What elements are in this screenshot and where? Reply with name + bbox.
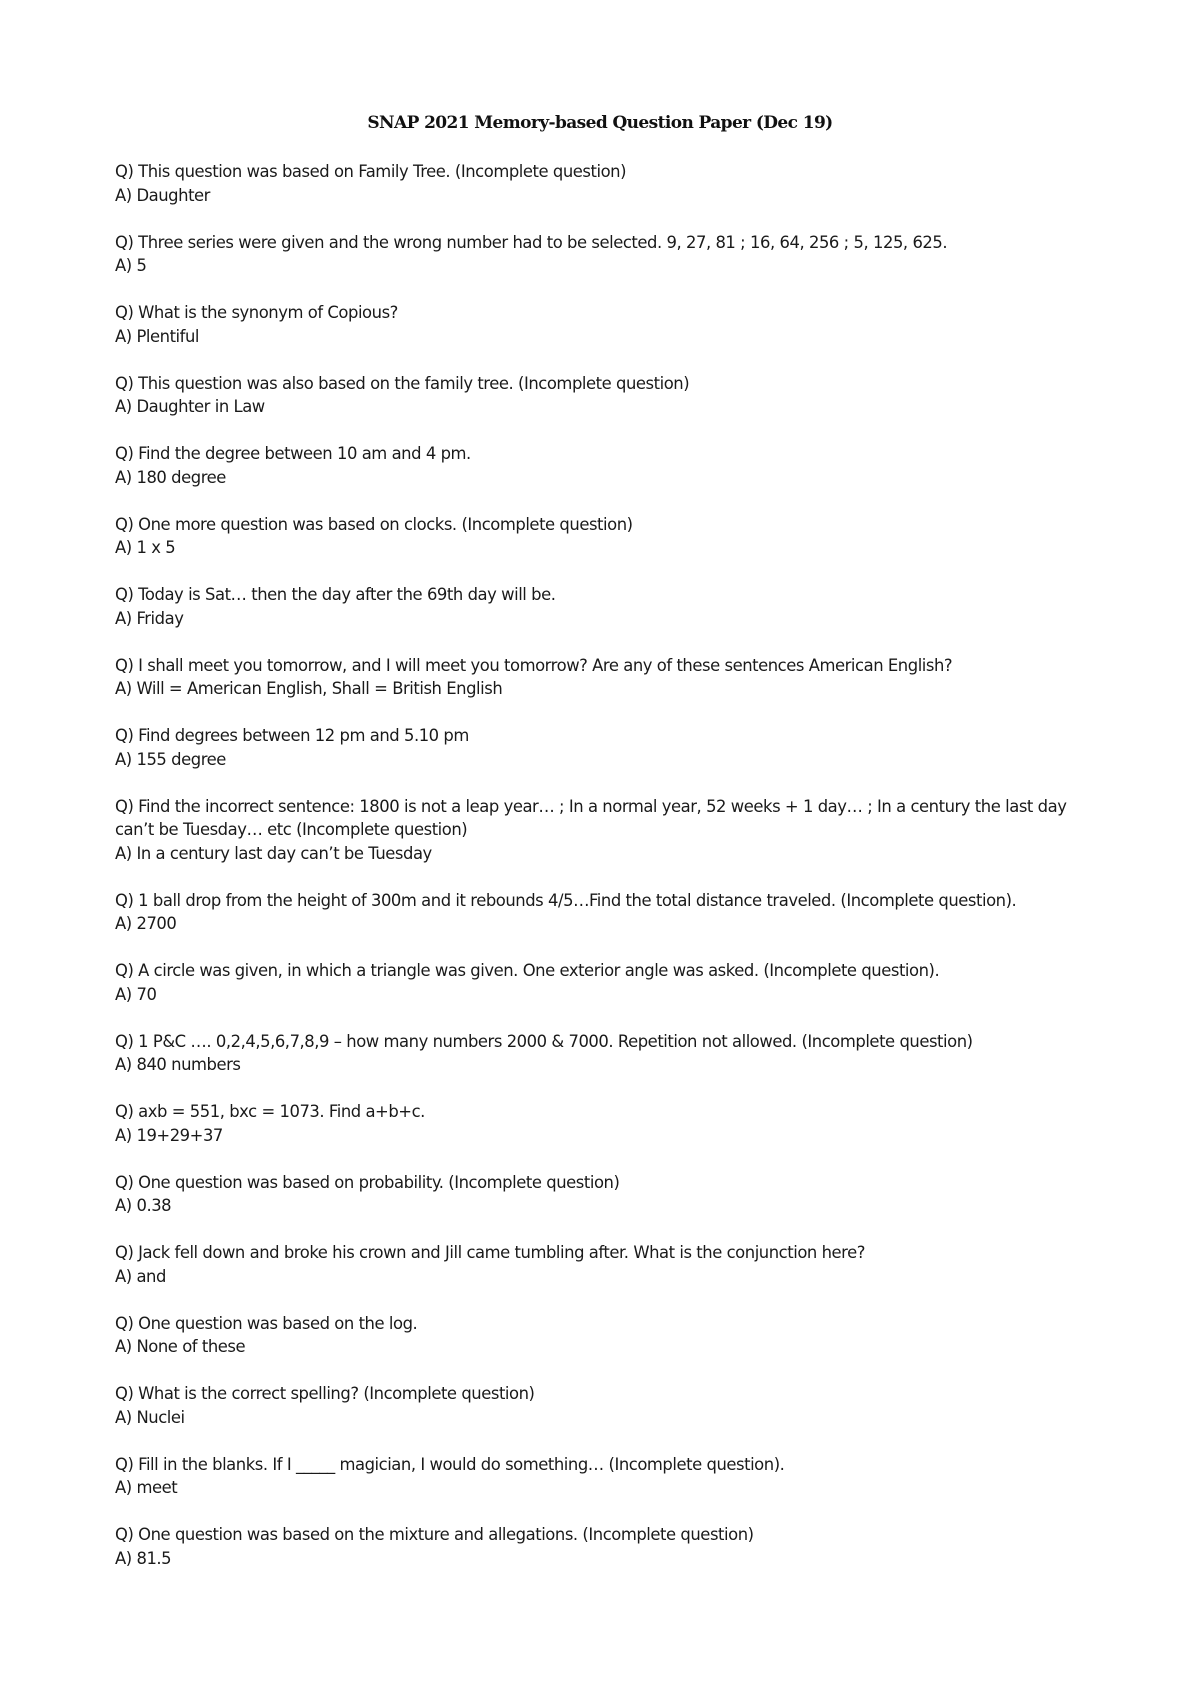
answer-text: A) 155 degree (115, 749, 226, 769)
question-text: Q) Find degrees between 12 pm and 5.10 pm (115, 726, 469, 745)
question-item (115, 301, 1075, 348)
question-text: Q) This question was also based on the family tree. (Incomplete question) (115, 373, 690, 393)
answer-text: A) None of these (115, 1337, 246, 1356)
question-text: Q) Find the degree between 10 am and 4 pm. (115, 444, 471, 463)
question-text: Q) 1 ball drop from the height of 300m and it rebounds 4/5…Find the total distance traveled. (Incomplete question). (115, 890, 1017, 910)
answer-text: A) 70 (115, 984, 157, 1004)
question-text: Q) One more question was based on clocks. (Incomplete question) (115, 514, 633, 534)
question-item (115, 372, 1075, 419)
question-item (115, 1382, 1075, 1429)
answer-text: A) 19+29+37 (115, 1125, 223, 1145)
question-text: Q) One question was based on probability. (Incomplete question) (115, 1172, 620, 1192)
question-text: Q) Today is Sat… then the day after the 69th day will be. (115, 585, 556, 604)
question-item (115, 1241, 1075, 1288)
answer-text: A) and (115, 1266, 166, 1286)
question-item (115, 1030, 1075, 1077)
answer-text: A) 1 x 5 (115, 538, 176, 557)
answer-text: A) 81.5 (115, 1548, 172, 1568)
answer-text: A) Friday (115, 608, 184, 628)
answer-text: A) Daughter in Law (115, 397, 265, 416)
question-item (115, 1523, 1075, 1570)
answer-text: A) 180 degree (115, 467, 226, 487)
answer-text: A) meet (115, 1478, 178, 1497)
question-text: Q) 1 P&C …. 0,2,4,5,6,7,8,9 – how many numbers 2000 & 7000. Repetition not allowed. (Incomplete question) (115, 1031, 973, 1051)
question-item (115, 583, 1075, 630)
question-item (115, 231, 1075, 278)
question-item (115, 1453, 1075, 1500)
question-text: Q) axb = 551, bxc = 1073. Find a+b+c. (115, 1102, 425, 1121)
question-text: Q) Three series were given and the wrong number had to be selected. 9, 27, 81 ; 16, 64, 256 ; 5, 125, 625. (115, 232, 948, 252)
question-text: Q) Jack fell down and broke his crown and Jill came tumbling after. What is the conjunction here? (115, 1243, 865, 1262)
question-text: Q) Fill in the blanks. If I _____ magician, I would do something… (Incomplete question). (115, 1454, 785, 1474)
question-text: Q) One question was based on the log. (115, 1313, 418, 1333)
question-item (115, 1171, 1075, 1218)
question-item (115, 160, 1075, 207)
question-text: Q) A circle was given, in which a triangle was given. One exterior angle was asked. (Incomplete question). (115, 961, 940, 980)
question-item (115, 1312, 1075, 1359)
question-item (115, 889, 1075, 936)
answer-text: A) Will = American English, Shall = British English (115, 679, 503, 698)
answer-text: A) 2700 (115, 914, 177, 933)
answer-text: A) Daughter (115, 185, 210, 205)
answer-text: A) Plentiful (115, 326, 200, 346)
question-text: Q) Find the incorrect sentence: 1800 is not a leap year… ; In a normal year, 52 weeks + 1 day… ; In a century the last day can’t be Tuesday… etc (Incomplete question) (115, 796, 1067, 839)
answer-text: A) 0.38 (115, 1196, 172, 1215)
question-item (115, 442, 1075, 489)
question-item (115, 654, 1075, 701)
answer-text: A) Nuclei (115, 1407, 185, 1427)
question-item (115, 513, 1075, 560)
question-item (115, 724, 1075, 771)
question-text: Q) One question was based on the mixture and allegations. (Incomplete question) (115, 1525, 754, 1544)
question-text: Q) I shall meet you tomorrow, and I will meet you tomorrow? Are any of these sentences American English? (115, 655, 953, 675)
answer-text: A) 840 numbers (115, 1055, 241, 1074)
question-item (115, 795, 1075, 866)
question-item (115, 959, 1075, 1006)
question-text: Q) What is the correct spelling? (Incomplete question) (115, 1384, 535, 1403)
question-text: Q) This question was based on Family Tree. (Incomplete question) (115, 162, 627, 181)
question-list (115, 160, 1075, 1594)
question-text: Q) What is the synonym of Copious? (115, 303, 398, 322)
question-item (115, 1100, 1075, 1147)
answer-text: A) In a century last day can’t be Tuesday (115, 843, 432, 863)
answer-text: A) 5 (115, 256, 147, 275)
page-title: SNAP 2021 Memory-based Question Paper (Dec 19) (367, 113, 833, 133)
